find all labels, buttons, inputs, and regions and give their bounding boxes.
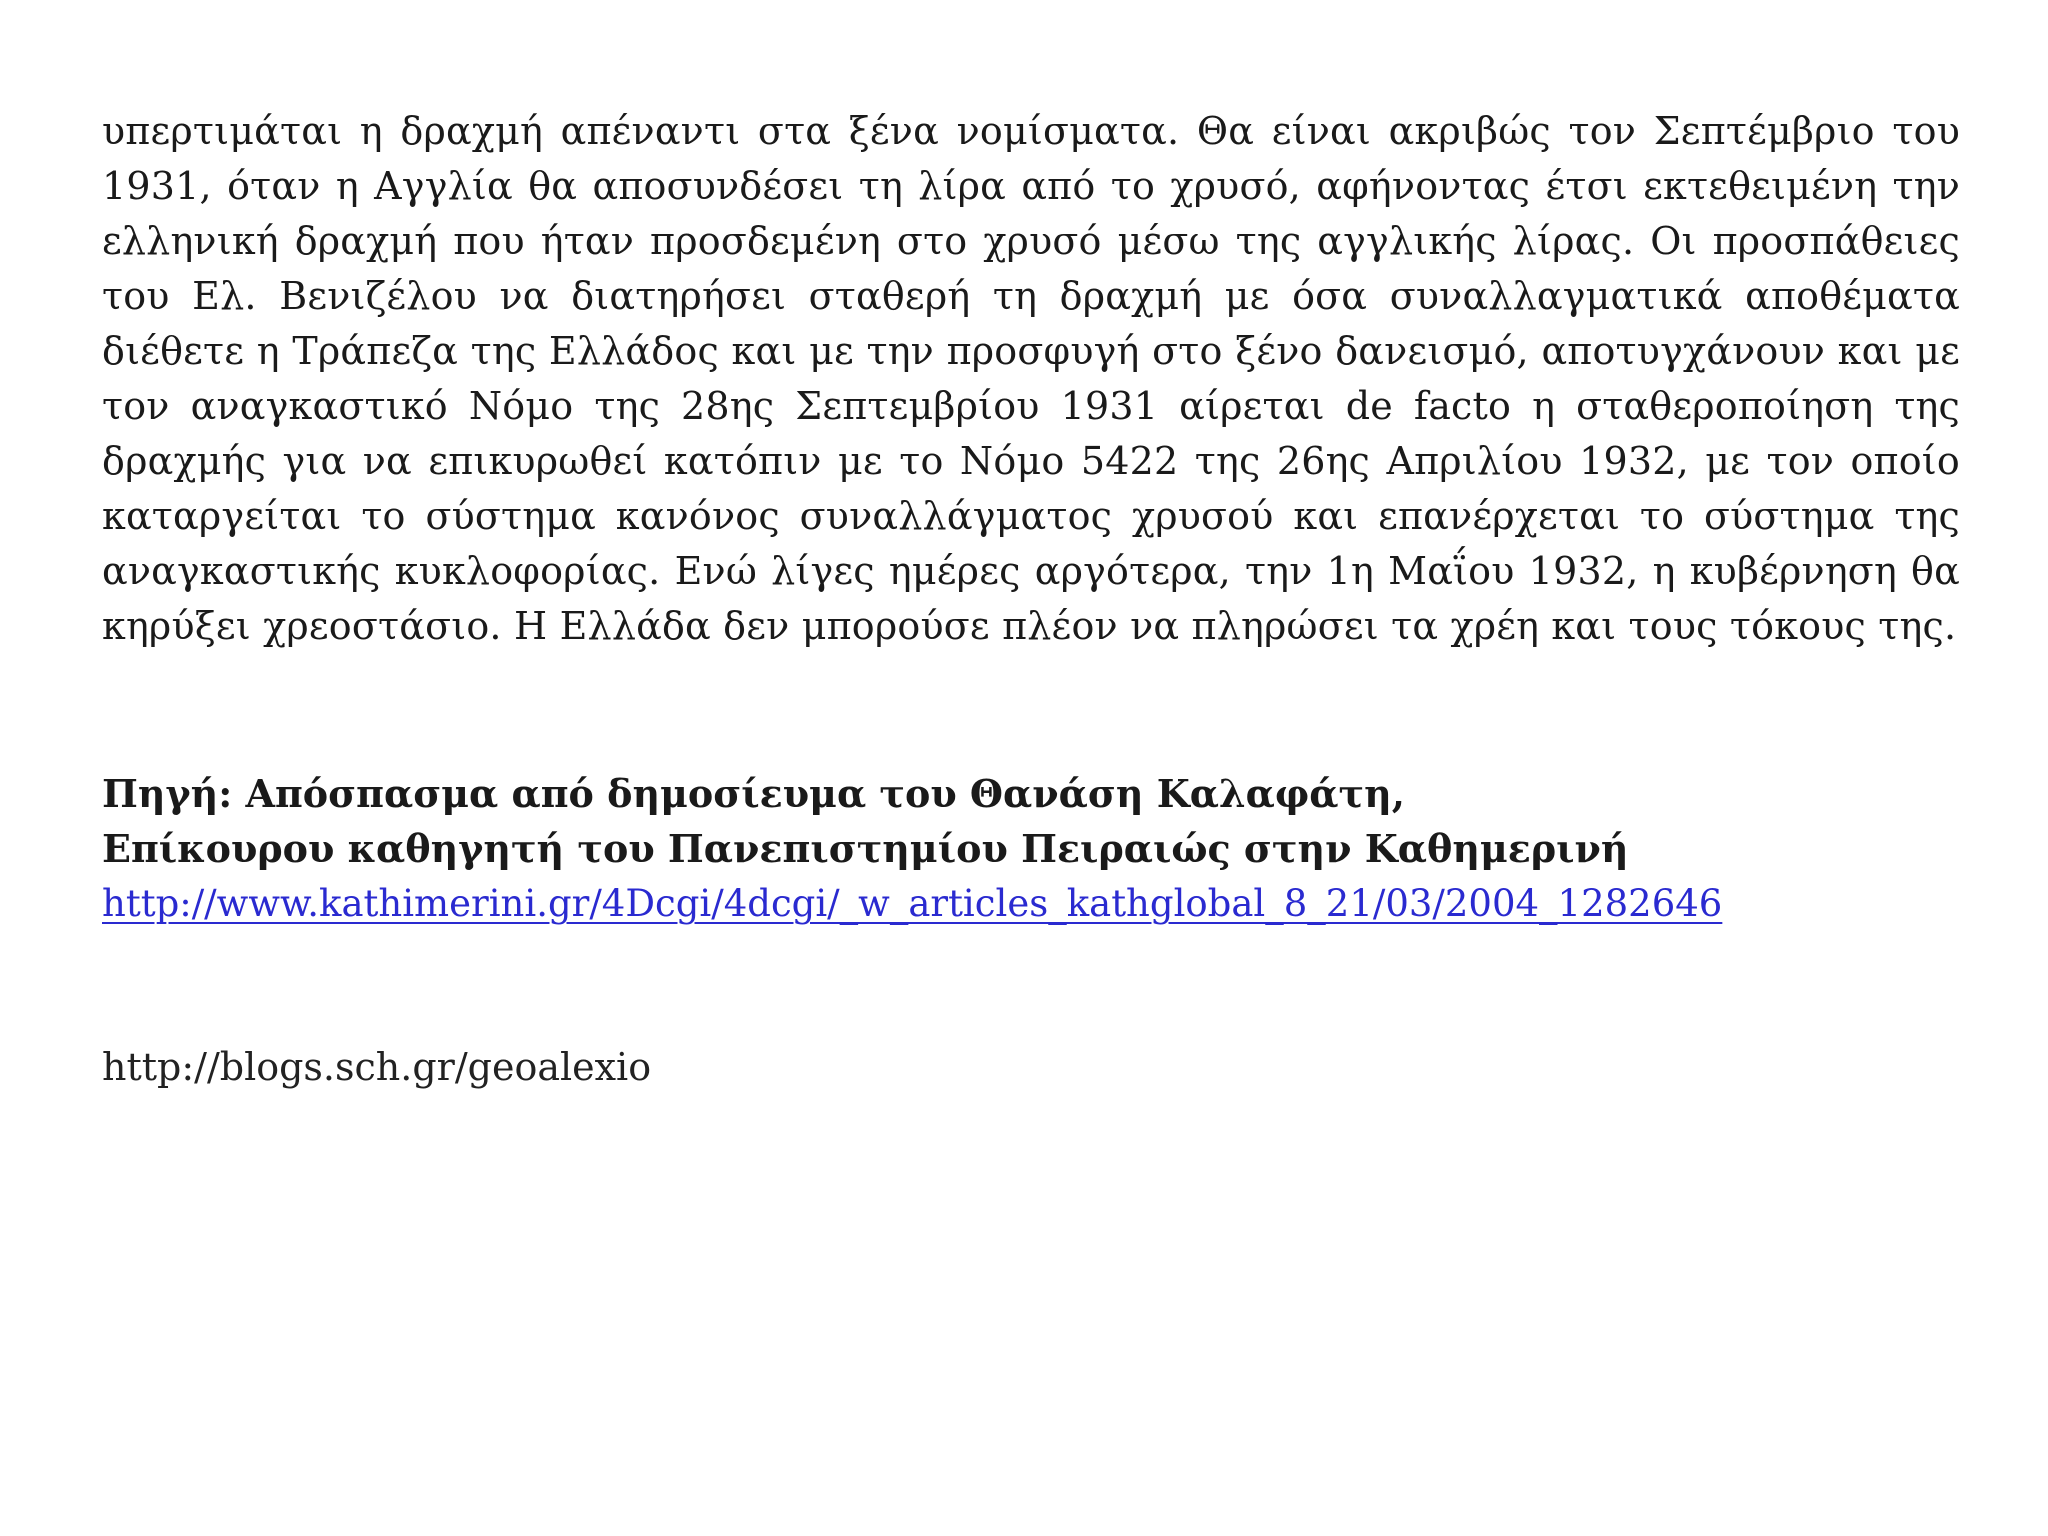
source-link[interactable]: http://www.kathimerini.gr/4Dcgi/4dcgi/_w_articles_kathglobal_8_21/03/2004_1282646 bbox=[102, 882, 1723, 925]
footer-blog-url: http://blogs.sch.gr/geoalexio bbox=[102, 1045, 652, 1089]
article-paragraph: υπερτιμάται η δραχμή απέναντι στα ξένα νομίσματα. Θα είναι ακριβώς τον Σεπτέμβριο του 1931, όταν η Αγγλία θα αποσυνδέσει τη λίρα από το χρυσό, αφήνοντας έτσι εκτεθειμένη την ελληνική δραχμή που ήταν προσδεμένη στο χρυσό μέσω της αγγλικής λίρας. Οι προσπάθειες του Ελ. Βενιζέλου να διατηρήσει σταθερή τη δραχμή με όσα συναλλαγματικά αποθέματα διέθετε η Τράπεζα της Ελλάδος και με την προσφυγή στο ξένο δανεισμό, αποτυγχάνουν και με τον αναγκαστικό Νόμο της 28ης Σεπτεμβρίου 1931 αίρεται de facto η σταθεροποίηση της δραχμής για να επικυρωθεί κατόπιν με το Νόμο 5422 της 26ης Απριλίου 1932, με τον οποίο καταργείται το σύστημα κανόνος συναλλάγματος χρυσού και επανέρχεται το σύστημα της αναγκαστικής κυκλοφορίας. Ενώ λίγες ημέρες αργότερα, την 1η Μαΐου 1932, η κυβέρνηση θα κηρύξει χρεοστάσιο. Η Ελλάδα δεν μπορούσε πλέον να πληρώσει τα χρέη και τους τόκους της. bbox=[102, 109, 1960, 648]
source-citation bbox=[102, 766, 1960, 931]
source-affiliation-line: Επίκουρου καθηγητή του Πανεπιστημίου Πειραιώς στην Καθημερινή bbox=[102, 826, 1629, 871]
source-author-line: Πηγή: Απόσπασμα από δημοσίευμα του Θανάση Καλαφάτη, bbox=[102, 771, 1405, 816]
